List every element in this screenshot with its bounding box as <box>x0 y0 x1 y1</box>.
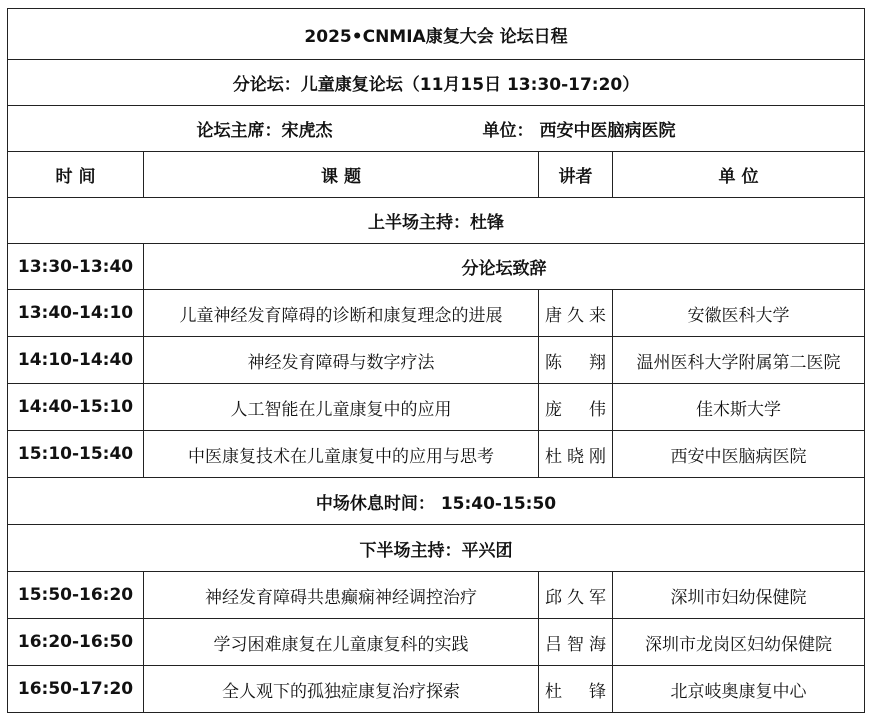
session-topic: 神经发育障碍与数字疗法 <box>144 337 539 384</box>
chair-row <box>8 106 865 152</box>
session-unit: 安徽医科大学 <box>613 290 865 337</box>
second-half-host: 下半场主持：平兴团 <box>8 525 865 572</box>
first-half-host-row <box>8 198 865 244</box>
table-row <box>8 666 865 713</box>
session-time: 13:40-14:10 <box>8 290 144 337</box>
session-topic: 中医康复技术在儿童康复中的应用与思考 <box>144 431 539 478</box>
opening-time: 13:30-13:40 <box>8 244 144 290</box>
title-row <box>8 9 865 60</box>
break-time: 中场休息时间： 15:40-15:50 <box>8 478 865 525</box>
page-title: 2025•CNMIA康复大会 论坛日程 <box>8 9 865 60</box>
table-row <box>8 290 865 337</box>
header-speaker: 讲者 <box>539 152 613 198</box>
session-unit: 深圳市妇幼保健院 <box>613 572 865 619</box>
table-row <box>8 572 865 619</box>
session-unit: 佳木斯大学 <box>613 384 865 431</box>
table-row <box>8 619 865 666</box>
subforum-title: 分论坛：儿童康复论坛（11月15日 13:30-17:20） <box>8 60 865 106</box>
first-half-host: 上半场主持：杜锋 <box>8 198 865 244</box>
header-unit: 单 位 <box>613 152 865 198</box>
forum-chair: 论坛主席：宋虎杰 <box>196 121 333 141</box>
session-time: 16:20-16:50 <box>8 619 144 666</box>
table-row <box>8 431 865 478</box>
table-row <box>8 384 865 431</box>
session-unit: 温州医科大学附属第二医院 <box>613 337 865 384</box>
session-topic: 儿童神经发育障碍的诊断和康复理念的进展 <box>144 290 539 337</box>
session-unit: 深圳市龙岗区妇幼保健院 <box>613 619 865 666</box>
forum-schedule-table <box>7 8 865 713</box>
session-unit: 北京岐奥康复中心 <box>613 666 865 713</box>
session-topic: 学习困难康复在儿童康复科的实践 <box>144 619 539 666</box>
session-speaker: 杜 晓 刚 <box>539 431 613 478</box>
break-row <box>8 478 865 525</box>
opening-topic: 分论坛致辞 <box>144 244 865 290</box>
second-half-host-row <box>8 525 865 572</box>
session-time: 14:40-15:10 <box>8 384 144 431</box>
session-topic: 全人观下的孤独症康复治疗探索 <box>144 666 539 713</box>
session-topic: 神经发育障碍共患癫痫神经调控治疗 <box>144 572 539 619</box>
session-time: 16:50-17:20 <box>8 666 144 713</box>
session-speaker: 庞 伟 <box>539 384 613 431</box>
session-topic: 人工智能在儿童康复中的应用 <box>144 384 539 431</box>
chair-cell <box>8 106 865 152</box>
chair-unit: 单位： 西安中医脑病医院 <box>482 121 676 141</box>
session-unit: 西安中医脑病医院 <box>613 431 865 478</box>
header-topic: 课 题 <box>144 152 539 198</box>
subforum-row <box>8 60 865 106</box>
header-time: 时 间 <box>8 152 144 198</box>
session-speaker: 吕 智 海 <box>539 619 613 666</box>
session-speaker: 邱 久 军 <box>539 572 613 619</box>
session-time: 15:10-15:40 <box>8 431 144 478</box>
session-speaker: 唐 久 来 <box>539 290 613 337</box>
session-time: 14:10-14:40 <box>8 337 144 384</box>
opening-row <box>8 244 865 290</box>
session-time: 15:50-16:20 <box>8 572 144 619</box>
header-row <box>8 152 865 198</box>
session-speaker: 陈 翔 <box>539 337 613 384</box>
table-row <box>8 337 865 384</box>
session-speaker: 杜 锋 <box>539 666 613 713</box>
